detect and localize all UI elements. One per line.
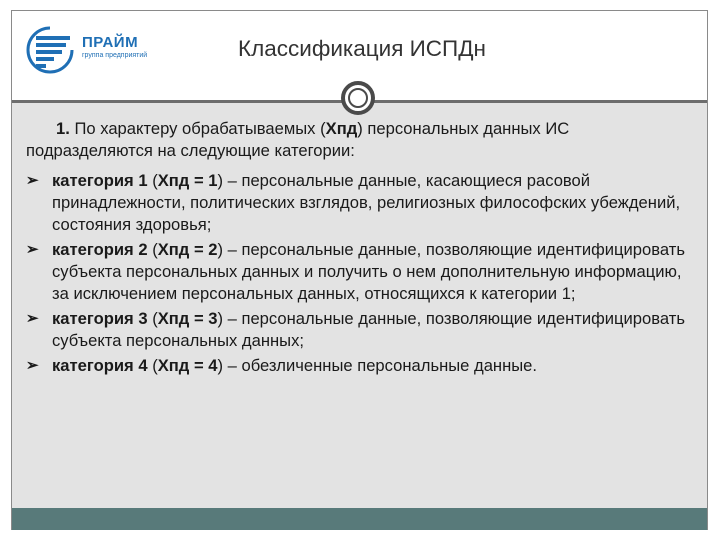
category-label: категория 3 — [52, 309, 148, 328]
slide-content — [26, 118, 686, 380]
intro-text-before: По характеру обрабатываемых ( — [69, 119, 326, 138]
category-description: – персональные данные, касающиеся расовой принадлежности, политических взглядов, религиозных философских убеждений, состояния здоровья; — [52, 171, 681, 234]
category-code: Хпд = 1 — [157, 171, 218, 190]
category-description: – обезличенные персональные данные. — [223, 356, 538, 375]
slide-title: Классификация ИСПДн — [238, 36, 486, 61]
company-logo — [22, 24, 158, 80]
category-code: Хпд = 3 — [157, 309, 218, 328]
category-item: ➢ категория 4 (Хпд = 4) – обезличенные персональные данные. — [26, 356, 538, 375]
intro-term: Хпд — [325, 119, 358, 138]
category-description: – персональные данные, позволяющие идентифицировать субъекта персональных данных; — [52, 309, 685, 350]
arrowhead-bullet-icon: ➢ — [26, 357, 39, 374]
divider-ring-icon — [341, 81, 375, 115]
category-description: – персональные данные, позволяющие идентифицировать субъекта персональных данных и получить о нем дополнительную информацию, за исключением персональных данных, относящихся к категории 1; — [52, 240, 685, 303]
arrowhead-bullet-icon: ➢ — [26, 310, 39, 327]
category-item: ➢ категория 3 (Хпд = 3) – персональные данные, позволяющие идентифицировать субъекта персональных данных; — [26, 309, 685, 350]
category-label: категория 2 — [52, 240, 148, 259]
category-label: категория 1 — [52, 171, 148, 190]
logo-subtitle: группа предприятий — [82, 52, 148, 59]
arrowhead-bullet-icon: ➢ — [26, 172, 39, 189]
category-label: категория 4 — [52, 356, 148, 375]
logo-name: ПРАЙМ — [82, 34, 139, 51]
intro-paragraph — [26, 118, 686, 162]
intro-text-after: ) персональных данных ИС подразделяются на следующие категории: — [26, 119, 570, 160]
intro-number: 1. — [56, 119, 70, 138]
logo-emblem-icon — [22, 24, 78, 74]
category-item: ➢ категория 2 (Хпд = 2) – персональные данные, позволяющие идентифицировать субъекта персональных данных и получить о нем дополнительную информацию, за исключением персональных данных, относящихся к категории 1; — [26, 240, 685, 303]
category-code: Хпд = 4 — [157, 356, 218, 375]
arrowhead-bullet-icon: ➢ — [26, 241, 39, 258]
category-item: ➢ категория 1 (Хпд = 1) – персональные данные, касающиеся расовой принадлежности, политических взглядов, религиозных философских убеждений, состояния здоровья; — [26, 171, 681, 234]
category-code: Хпд = 2 — [157, 240, 218, 259]
bottom-accent-bar — [12, 508, 707, 530]
